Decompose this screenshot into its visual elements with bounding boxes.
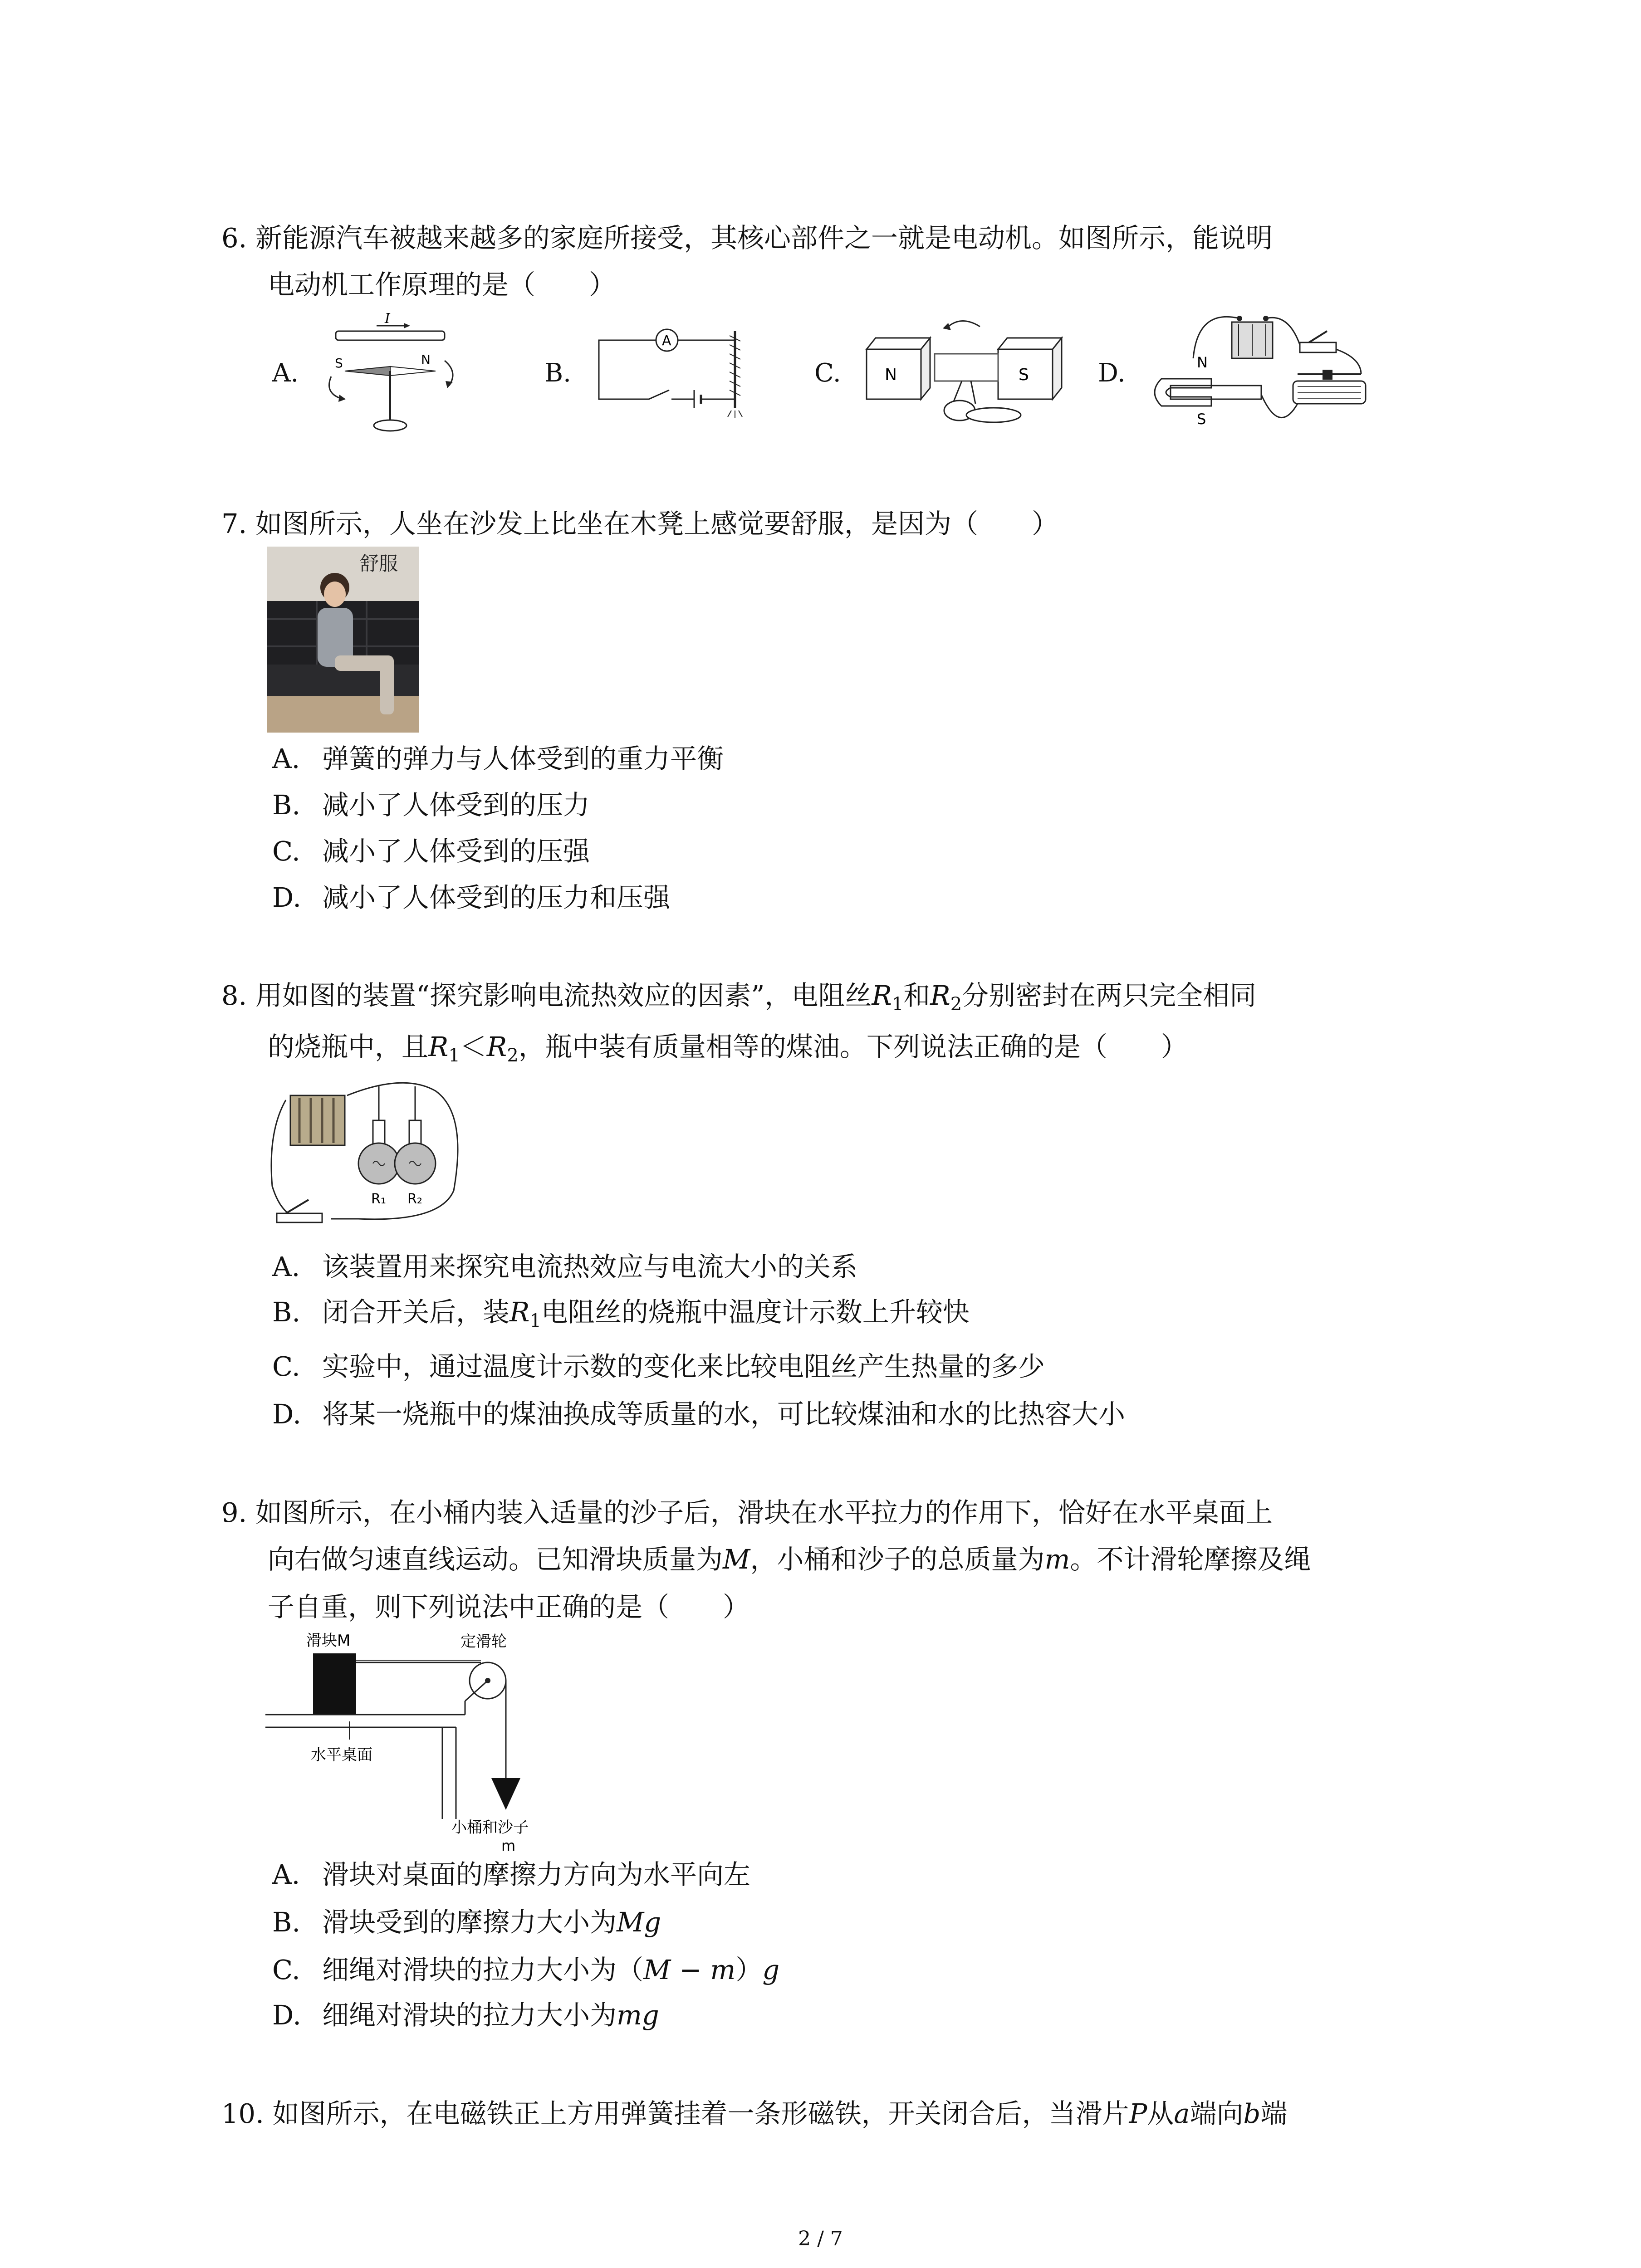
option-letter: B.	[272, 1906, 301, 1938]
q7-option-d	[272, 876, 670, 914]
q10-text: 10. 如图所示，在电磁铁正上方用弹簧挂着一条形磁铁，开关闭合后，当滑片	[221, 2098, 1129, 2129]
question-6-line-2: 电动机工作原理的是（ ）	[268, 269, 616, 300]
option-letter: A.	[272, 743, 300, 774]
q9-table-label: 水平桌面	[311, 1746, 372, 1764]
q9-text: 。不计滑轮摩擦及绳	[1070, 1544, 1311, 1575]
option-text: 电阻丝的烧瓶中温度计示数上升较快	[541, 1296, 970, 1328]
r2-subscript: 2	[950, 994, 962, 1015]
option-letter: B.	[272, 1296, 301, 1328]
q9-pulley-label: 定滑轮	[460, 1633, 507, 1651]
question-8-line-2	[268, 1025, 1188, 1066]
option-letter: D.	[272, 1999, 301, 2031]
r1-subscript: 1	[448, 1045, 460, 1066]
question-10-line-1	[221, 2091, 1446, 2136]
q9-text: ，小桶和沙子的总质量为	[750, 1544, 1045, 1575]
q9-pulley-figure	[265, 1628, 578, 1855]
question-9-line-1: 9. 如图所示，在小桶内装入适量的沙子后，滑块在水平拉力的作用下，恰好在水平桌面上	[221, 1497, 1273, 1528]
q6-d-n-label: N	[1197, 354, 1208, 371]
q8-apparatus-figure	[268, 1077, 476, 1232]
r1-subscript: 1	[529, 1310, 541, 1331]
q6-option-a-figure	[313, 313, 467, 440]
option-letter: D.	[272, 882, 301, 913]
q7-option-b	[272, 783, 590, 822]
q6-option-b-figure	[590, 318, 771, 422]
q7-sofa-photo	[267, 547, 419, 733]
option-text: 实验中，通过温度计示数的变化来比较电阻丝产生热量的多少	[322, 1351, 1045, 1382]
q8-text: 和	[903, 980, 931, 1011]
less-than-sign: ＜	[460, 1031, 487, 1062]
q9-text: 向右做匀速直线运动。已知滑块质量为	[268, 1544, 723, 1575]
q10-text: 端	[1260, 2098, 1288, 2129]
q8-option-d	[272, 1393, 1125, 1431]
option-letter: B.	[272, 789, 301, 821]
q9-bucket-mass-label: m	[501, 1837, 516, 1854]
q6-option-b-letter: B.	[544, 358, 571, 388]
math-g: g	[762, 1954, 780, 1985]
q8-option-b	[272, 1290, 970, 1331]
minus-sign: −	[671, 1954, 710, 1985]
q9-option-b	[272, 1901, 661, 1939]
math-expression: Mg	[617, 1906, 661, 1938]
option-text: 减小了人体受到的压强	[322, 836, 590, 867]
option-letter: D.	[272, 1398, 301, 1430]
question-7-line-1: 7. 如图所示，人坐在沙发上比坐在木凳上感觉要舒服，是因为（ ）	[221, 508, 1059, 539]
q9-option-d	[272, 1994, 659, 2032]
q8-text: 分别密封在两只完全相同	[962, 980, 1257, 1011]
option-letter: C.	[272, 1351, 300, 1382]
q6-b-meter-label: A	[662, 333, 671, 349]
r1-symbol: R	[428, 1031, 449, 1062]
r2-symbol: R	[486, 1031, 507, 1062]
page-number: 2 / 7	[798, 2227, 843, 2250]
q7-option-a	[272, 737, 724, 776]
question-6-line-1: 6. 新能源汽车被越来越多的家庭所接受，其核心部件之一就是电动机。如图所示，能说明	[221, 222, 1273, 254]
option-text: 滑块对桌面的摩擦力方向为水平向左	[322, 1859, 751, 1890]
option-letter: A.	[272, 1251, 300, 1282]
option-text: 弹簧的弹力与人体受到的重力平衡	[322, 743, 724, 774]
q8-text: 8. 用如图的装置“探究影响电流热效应的因素”，电阻丝	[221, 980, 872, 1011]
r1-symbol: R	[509, 1296, 530, 1328]
math-m: m	[710, 1954, 736, 1985]
q8-option-c	[272, 1345, 1045, 1383]
q9-block-label: 滑块M	[306, 1632, 351, 1650]
q9-bucket-label: 小桶和沙子	[451, 1818, 529, 1837]
q6-c-n-label: N	[885, 366, 897, 384]
close-paren: ）	[735, 1954, 763, 1985]
q6-a-current-label: I	[385, 313, 390, 327]
option-text: 该装置用来探究电流热效应与电流大小的关系	[322, 1251, 858, 1282]
option-text: 细绳对滑块的拉力大小为（	[322, 1954, 644, 1985]
option-letter: C.	[272, 836, 300, 867]
q6-a-n-label: N	[421, 352, 431, 367]
q8-r2-label: R₂	[407, 1191, 422, 1207]
option-text: 减小了人体受到的压力	[322, 789, 590, 821]
q6-option-a-letter: A.	[272, 358, 299, 388]
option-text: 滑块受到的摩擦力大小为	[322, 1906, 617, 1938]
r1-symbol: R	[872, 980, 892, 1011]
question-9-line-2	[268, 1538, 1311, 1576]
option-text: 减小了人体受到的压力和压强	[322, 882, 671, 913]
r2-symbol: R	[930, 980, 950, 1011]
q8-text: ，瓶中装有质量相等的煤油。下列说法正确的是（ ）	[518, 1031, 1188, 1062]
q7-photo-caption: 舒服	[360, 552, 398, 575]
q9-option-a	[272, 1853, 750, 1892]
q9-option-c	[272, 1948, 779, 1987]
q8-option-a	[272, 1245, 857, 1284]
math-expression: mg	[617, 1999, 659, 2031]
slider-P-symbol: P	[1129, 2098, 1147, 2129]
option-letter: A.	[272, 1859, 300, 1890]
option-text: 细绳对滑块的拉力大小为	[322, 1999, 617, 2031]
mass-M-symbol: M	[723, 1544, 750, 1575]
q6-option-d-letter: D.	[1098, 358, 1126, 388]
question-8-line-1	[221, 973, 1446, 1027]
q6-c-s-label: S	[1019, 366, 1029, 384]
q6-option-c-letter: C.	[814, 358, 841, 388]
question-9-line-3: 子自重，则下列说法中正确的是（ ）	[268, 1591, 750, 1623]
r2-subscript: 2	[507, 1045, 519, 1066]
q6-d-s-label: S	[1197, 411, 1206, 428]
q6-option-d-figure	[1143, 304, 1379, 449]
option-letter: C.	[272, 1954, 300, 1985]
end-b-symbol: b	[1243, 2098, 1261, 2129]
math-M: M	[643, 1954, 671, 1985]
q8-text: 的烧瓶中，且	[268, 1031, 429, 1062]
q10-text: 从	[1147, 2098, 1174, 2129]
mass-m-symbol: m	[1044, 1544, 1070, 1575]
option-text: 闭合开关后，装	[322, 1296, 510, 1328]
option-text: 将某一烧瓶中的煤油换成等质量的水，可比较煤油和水的比热容大小	[322, 1398, 1126, 1430]
q7-option-c	[272, 830, 590, 868]
q6-option-c-figure	[857, 313, 1066, 435]
q6-a-s-label: S	[335, 356, 343, 371]
q10-text: 端向	[1190, 2098, 1244, 2129]
q8-r1-label: R₁	[371, 1191, 386, 1207]
r1-subscript: 1	[892, 994, 904, 1015]
end-a-symbol: a	[1174, 2098, 1190, 2129]
